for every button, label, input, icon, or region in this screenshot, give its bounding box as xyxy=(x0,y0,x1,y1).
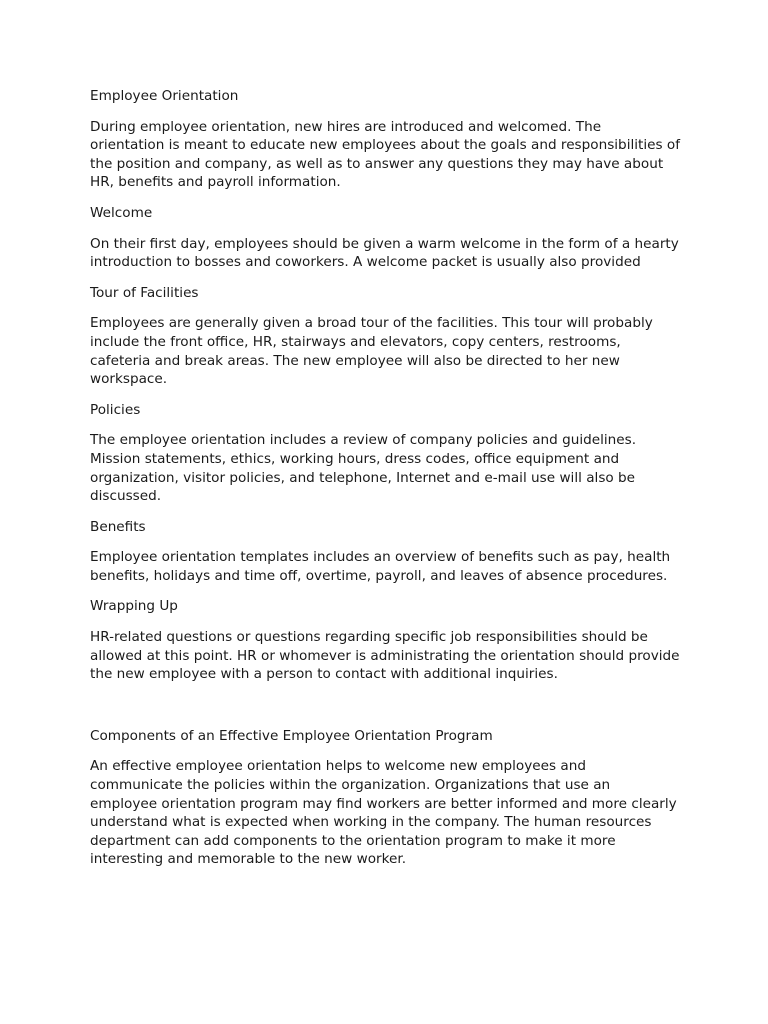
paragraph-line: department can add components to the orientation program to make it more xyxy=(90,832,616,849)
paragraph-line: HR, benefits and payroll information. xyxy=(90,174,341,191)
welcome-paragraph xyxy=(90,235,690,272)
paragraph-line: The employee orientation includes a review of company policies and guidelines. xyxy=(90,432,637,449)
section-heading-welcome: Welcome xyxy=(90,204,153,221)
section-spacer xyxy=(90,696,690,727)
paragraph-line: During employee orientation, new hires are introduced and welcomed. The xyxy=(90,118,602,135)
paragraph-line: Employee orientation templates includes an overview of benefits such as pay, health xyxy=(90,549,671,566)
paragraph-line: employee orientation program may find workers are better informed and more clearly xyxy=(90,795,677,812)
paragraph-line: workspace. xyxy=(90,371,168,388)
policies-paragraph xyxy=(90,431,690,505)
document-title: Employee Orientation xyxy=(90,88,239,104)
paragraph-line: understand what is expected when working in the company. The human resources xyxy=(90,814,652,831)
paragraph-line: cafeteria and break areas. The new employee will also be directed to her new xyxy=(90,352,620,369)
paragraph-line: the new employee with a person to contact with additional inquiries. xyxy=(90,666,558,683)
paragraph-line: allowed at this point. HR or whomever is administrating the orientation should provide xyxy=(90,647,680,664)
benefits-paragraph xyxy=(90,548,690,585)
paragraph-line: introduction to bosses and coworkers. A welcome packet is usually also provided xyxy=(90,254,641,271)
paragraph-line: discussed. xyxy=(90,488,162,505)
wrapping-up-paragraph xyxy=(90,628,690,684)
paragraph-line: organization, visitor policies, and telephone, Internet and e-mail use will also be xyxy=(90,469,636,486)
intro-paragraph xyxy=(90,118,690,192)
components-paragraph xyxy=(90,757,690,869)
tour-paragraph xyxy=(90,314,690,388)
paragraph-line: interesting and memorable to the new worker. xyxy=(90,851,407,868)
paragraph-line: the position and company, as well as to answer any questions they may have about xyxy=(90,155,664,172)
section-heading-benefits: Benefits xyxy=(90,518,146,535)
section-heading-wrapping-up: Wrapping Up xyxy=(90,598,178,615)
paragraph-line: Mission statements, ethics, working hours, dress codes, office equipment and xyxy=(90,450,620,467)
components-heading: Components of an Effective Employee Orientation Program xyxy=(90,727,493,744)
document-page xyxy=(90,87,690,881)
paragraph-line: communicate the policies within the organization. Organizations that use an xyxy=(90,777,611,794)
paragraph-line: Employees are generally given a broad tour of the facilities. This tour will probably xyxy=(90,315,653,332)
section-heading-tour: Tour of Facilities xyxy=(90,284,199,301)
paragraph-line: An effective employee orientation helps to welcome new employees and xyxy=(90,758,586,775)
paragraph-line: orientation is meant to educate new employees about the goals and responsibilities of xyxy=(90,137,680,154)
paragraph-line: HR-related questions or questions regarding specific job responsibilities should be xyxy=(90,629,648,646)
section-heading-policies: Policies xyxy=(90,401,141,418)
paragraph-line: benefits, holidays and time off, overtime, payroll, and leaves of absence procedures. xyxy=(90,567,668,584)
paragraph-line: include the front office, HR, stairways and elevators, copy centers, restrooms, xyxy=(90,333,621,350)
paragraph-line: On their first day, employees should be given a warm welcome in the form of a hearty xyxy=(90,235,679,252)
